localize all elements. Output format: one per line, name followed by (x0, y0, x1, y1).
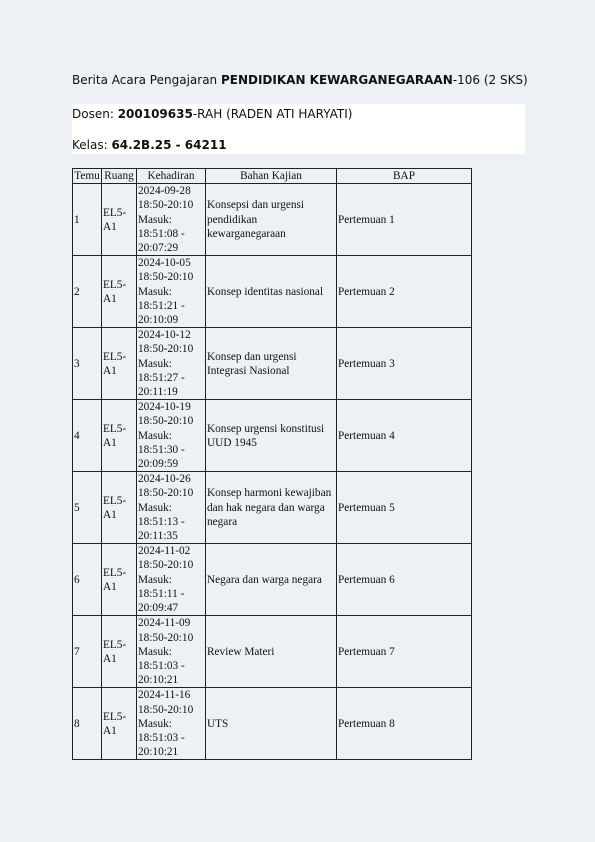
kehadiran-masuk-time: 18:51:27 - 20:11:19 (138, 371, 185, 399)
attendance-table (72, 168, 472, 760)
dosen-line (72, 107, 352, 121)
cell-temu: 4 (73, 400, 102, 472)
dosen-name: -RAH (RADEN ATI HARYATI) (192, 107, 353, 121)
kehadiran-masuk-label: Masuk: (138, 429, 172, 442)
cell-ruang: EL5-A1 (102, 688, 137, 760)
kehadiran-masuk-time: 18:51:08 - 20:07:29 (138, 227, 185, 255)
cell-kehadiran (137, 256, 206, 328)
column-header-bap: BAP (337, 169, 472, 184)
cell-bap: Pertemuan 2 (337, 256, 472, 328)
cell-bahan-kajian: Konsep identitas nasional (206, 256, 337, 328)
cell-ruang: EL5-A1 (102, 256, 137, 328)
course-name: PENDIDIKAN KEWARGANEGARAAN (220, 73, 453, 87)
cell-bap: Pertemuan 4 (337, 400, 472, 472)
kehadiran-masuk-time: 18:51:03 - 20:10:21 (138, 659, 185, 687)
title-prefix: Berita Acara Pengajaran (72, 73, 221, 87)
cell-bap: Pertemuan 3 (337, 328, 472, 400)
kehadiran-masuk-label: Masuk: (138, 645, 172, 658)
cell-ruang: EL5-A1 (102, 328, 137, 400)
kehadiran-masuk-label: Masuk: (138, 285, 172, 298)
kehadiran-schedule: 18:50-20:10 (138, 631, 194, 644)
cell-temu: 2 (73, 256, 102, 328)
kehadiran-schedule: 18:50-20:10 (138, 199, 194, 212)
kehadiran-date: 2024-10-19 (138, 401, 191, 414)
dosen-id: 200109635 (117, 107, 193, 121)
cell-bahan-kajian: Konsep urgensi konstitusi UUD 1945 (206, 400, 337, 472)
cell-temu: 6 (73, 544, 102, 616)
cell-bahan-kajian: Konsep dan urgensi Integrasi Nasional (206, 328, 337, 400)
cell-kehadiran (137, 184, 206, 256)
cell-bahan-kajian: Konsepsi dan urgensi pendidikan kewarganegaraan (206, 184, 337, 256)
kehadiran-date: 2024-11-16 (138, 689, 191, 702)
kehadiran-date: 2024-10-05 (138, 257, 191, 270)
kehadiran-masuk-label: Masuk: (138, 501, 172, 514)
cell-ruang: EL5-A1 (102, 544, 137, 616)
cell-kehadiran (137, 328, 206, 400)
column-header-bahan-kajian: Bahan Kajian (206, 169, 337, 184)
cell-kehadiran (137, 616, 206, 688)
cell-bap: Pertemuan 7 (337, 616, 472, 688)
cell-kehadiran (137, 400, 206, 472)
cell-bap: Pertemuan 8 (337, 688, 472, 760)
cell-bahan-kajian: UTS (206, 688, 337, 760)
course-suffix: -106 (2 SKS) (452, 73, 528, 87)
kehadiran-date: 2024-11-02 (138, 545, 191, 558)
kehadiran-masuk-label: Masuk: (138, 717, 172, 730)
cell-ruang: EL5-A1 (102, 184, 137, 256)
cell-ruang: EL5-A1 (102, 616, 137, 688)
cell-kehadiran (137, 472, 206, 544)
column-header-kehadiran: Kehadiran (137, 169, 206, 184)
kehadiran-masuk-time: 18:51:21 - 20:10:09 (138, 299, 185, 327)
table-row (73, 256, 472, 328)
kehadiran-masuk-time: 18:51:03 - 20:10:21 (138, 731, 185, 759)
cell-ruang: EL5-A1 (102, 400, 137, 472)
kehadiran-masuk-time: 18:51:13 - 20:11:35 (138, 515, 185, 543)
table-row (73, 688, 472, 760)
column-header-temu: Temu (74, 170, 100, 182)
kehadiran-date: 2024-10-12 (138, 329, 191, 342)
cell-kehadiran (137, 544, 206, 616)
cell-temu: 3 (73, 328, 102, 400)
kehadiran-schedule: 18:50-20:10 (138, 415, 194, 428)
cell-bahan-kajian: Negara dan warga negara (206, 544, 337, 616)
table-row (73, 328, 472, 400)
kelas-label: Kelas: (72, 138, 112, 152)
document-title (72, 73, 528, 87)
column-header-ruang: Ruang (102, 169, 137, 184)
kehadiran-masuk-time: 18:51:11 - 20:09:47 (138, 587, 185, 615)
table-row (73, 184, 472, 256)
cell-bahan-kajian: Konsep harmoni kewajiban dan hak negara dan warga negara (206, 472, 337, 544)
kehadiran-masuk-label: Masuk: (138, 357, 172, 370)
cell-bap: Pertemuan 6 (337, 544, 472, 616)
cell-temu: 5 (73, 472, 102, 544)
table-row (73, 616, 472, 688)
cell-temu: 1 (73, 184, 102, 256)
cell-bap: Pertemuan 1 (337, 184, 472, 256)
cell-ruang: EL5-A1 (102, 472, 137, 544)
kehadiran-schedule: 18:50-20:10 (138, 703, 194, 716)
kehadiran-schedule: 18:50-20:10 (138, 343, 194, 356)
cell-kehadiran (137, 688, 206, 760)
kehadiran-date: 2024-10-26 (138, 473, 191, 486)
kehadiran-schedule: 18:50-20:10 (138, 271, 194, 284)
kehadiran-schedule: 18:50-20:10 (138, 487, 194, 500)
kehadiran-date: 2024-09-28 (138, 185, 191, 198)
table-row (73, 472, 472, 544)
table-row (73, 400, 472, 472)
table-row (73, 544, 472, 616)
kehadiran-schedule: 18:50-20:10 (138, 559, 194, 572)
cell-temu: 8 (73, 688, 102, 760)
kehadiran-masuk-time: 18:51:30 - 20:09:59 (138, 443, 185, 471)
kelas-line (72, 138, 227, 152)
kehadiran-date: 2024-11-09 (138, 617, 191, 630)
kelas-value: 64.2B.25 - 64211 (111, 138, 227, 152)
cell-bahan-kajian: Review Materi (206, 616, 337, 688)
cell-temu: 7 (73, 616, 102, 688)
cell-bap: Pertemuan 5 (337, 472, 472, 544)
kehadiran-masuk-label: Masuk: (138, 213, 172, 226)
dosen-label: Dosen: (72, 107, 118, 121)
kehadiran-masuk-label: Masuk: (138, 573, 172, 586)
table-header-row (73, 169, 472, 184)
